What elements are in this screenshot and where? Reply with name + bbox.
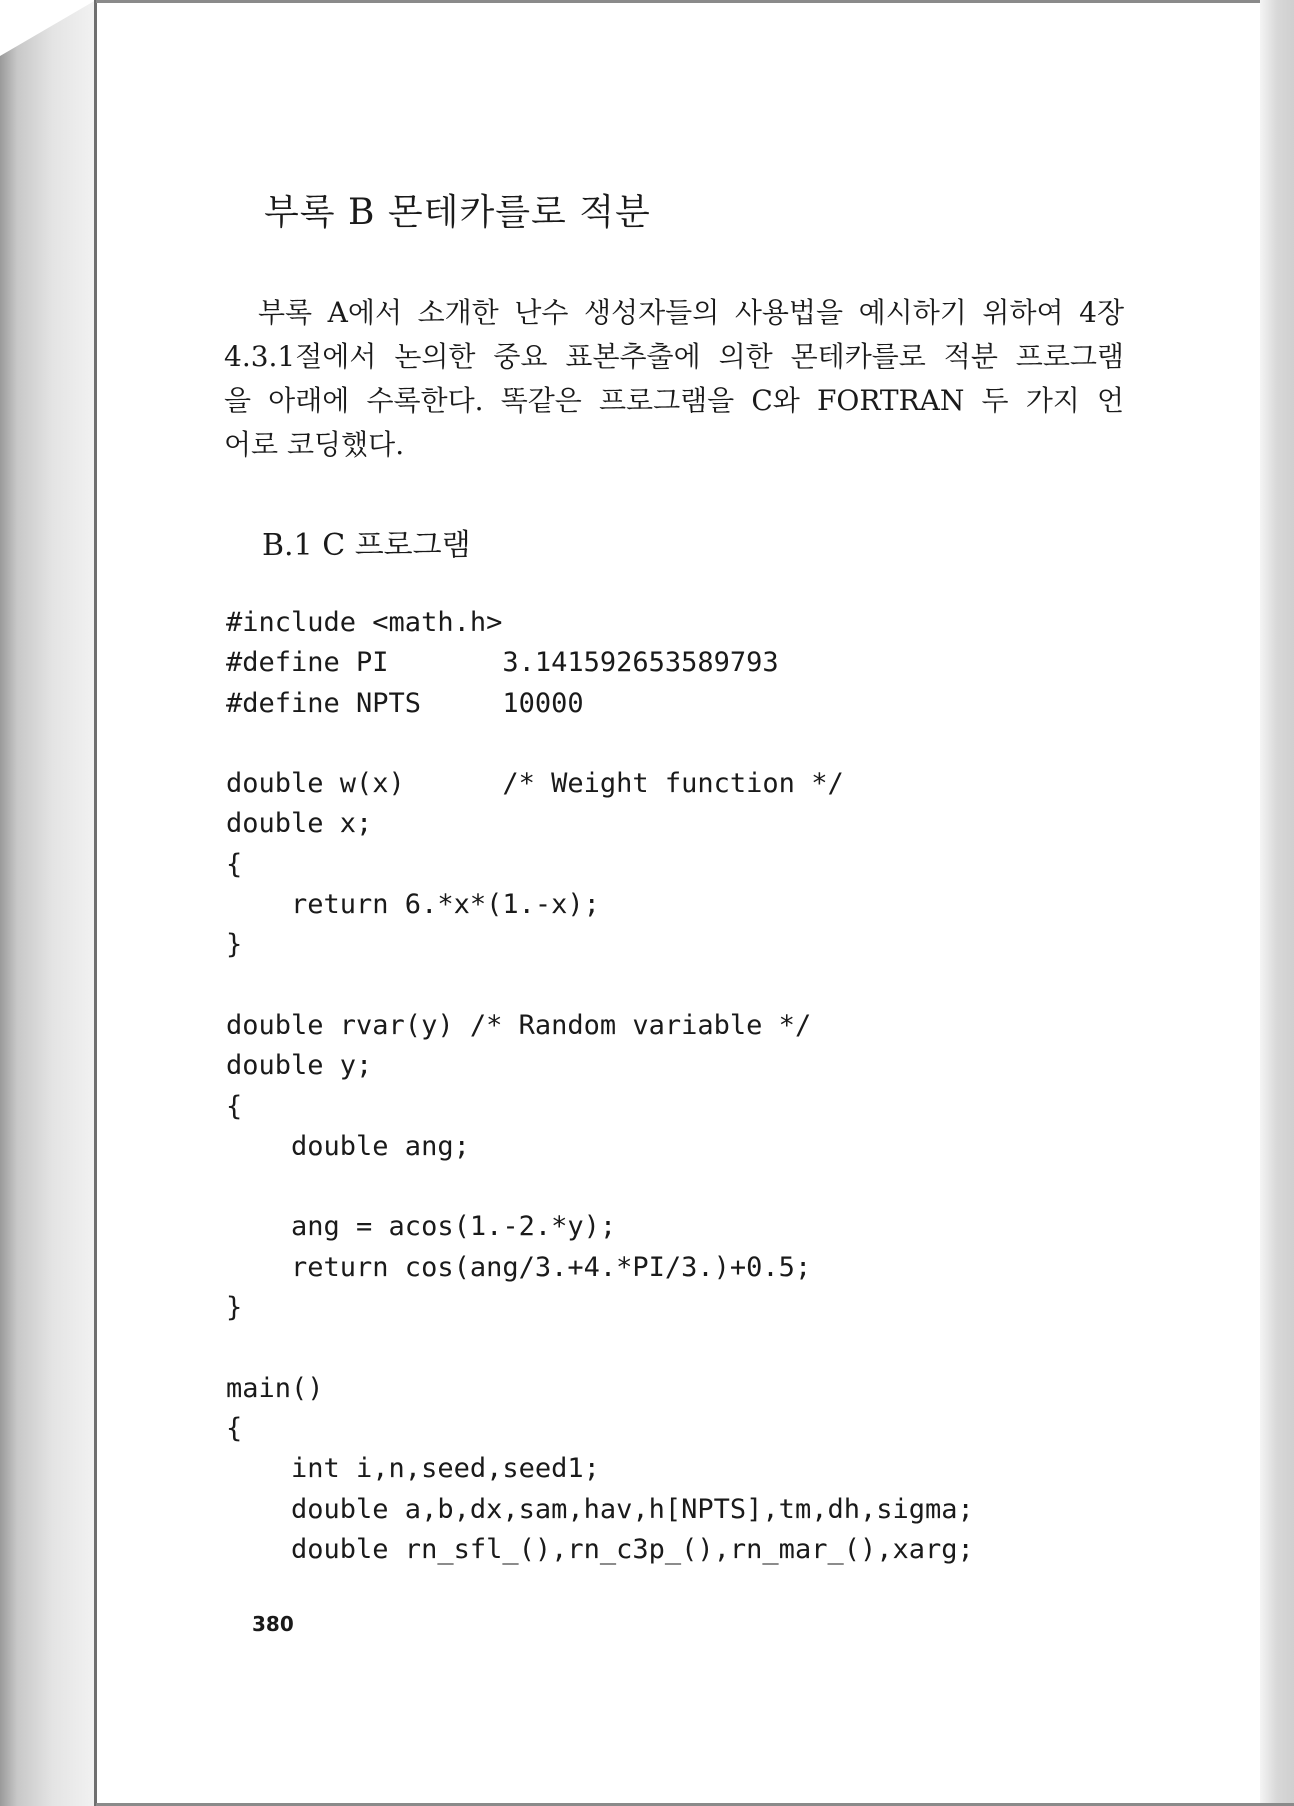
intro-line: 을 아래에 수록한다. 똑같은 프로그램을 C와 FORTRAN 두 가지 언 <box>224 384 1124 417</box>
code-line: double a,b,dx,sam,hav,h[NPTS],tm,dh,sigma; <box>226 1493 974 1525</box>
code-line <box>226 966 974 1006</box>
page-top-border <box>96 0 1294 3</box>
code-line: } <box>226 929 243 961</box>
code-line: #include <math.h> <box>226 607 503 638</box>
code-line: double rvar(y) /* Random variable */ <box>226 1009 812 1041</box>
code-line: return cos(ang/3.+4.*PI/3.)+0.5; <box>226 1251 812 1283</box>
code-line <box>226 1328 974 1368</box>
code-line: } <box>226 1292 243 1324</box>
page-number: 380 <box>252 1612 294 1636</box>
code-line: #define NPTS 10000 <box>226 687 584 719</box>
intro-paragraph <box>224 291 1124 467</box>
code-line <box>226 1167 974 1207</box>
page-right-shade <box>1260 0 1294 1806</box>
code-line: { <box>226 1090 243 1122</box>
book-spine-edge <box>94 0 97 1806</box>
code-line: { <box>226 1412 243 1444</box>
book-spine <box>0 0 96 1806</box>
code-line: { <box>226 848 243 880</box>
code-line: main() <box>226 1372 324 1404</box>
code-line: double w(x) /* Weight function */ <box>226 768 844 800</box>
chapter-title: 부록 B 몬테카를로 적분 <box>264 192 651 233</box>
code-line: double y; <box>226 1050 373 1082</box>
code-line: double ang; <box>226 1130 470 1162</box>
code-listing <box>226 603 974 1570</box>
intro-line: 부록 A에서 소개한 난수 생성자들의 사용법을 예시하기 위하여 4장 <box>258 296 1124 329</box>
section-title: B.1 C 프로그램 <box>262 528 471 563</box>
code-line: return 6.*x*(1.-x); <box>226 889 600 921</box>
code-line: int i,n,seed,seed1; <box>226 1453 600 1485</box>
intro-line: 4.3.1절에서 논의한 중요 표본추출에 의한 몬테카를로 적분 프로그램 <box>224 340 1124 373</box>
code-line <box>226 724 974 764</box>
code-line: double x; <box>226 808 373 840</box>
code-line: ang = acos(1.-2.*y); <box>226 1211 617 1243</box>
code-line: #define PI 3.141592653589793 <box>226 647 779 679</box>
intro-line: 어로 코딩했다. <box>224 428 405 461</box>
code-line: double rn_sfl_(),rn_c3p_(),rn_mar_(),xarg; <box>226 1533 974 1565</box>
